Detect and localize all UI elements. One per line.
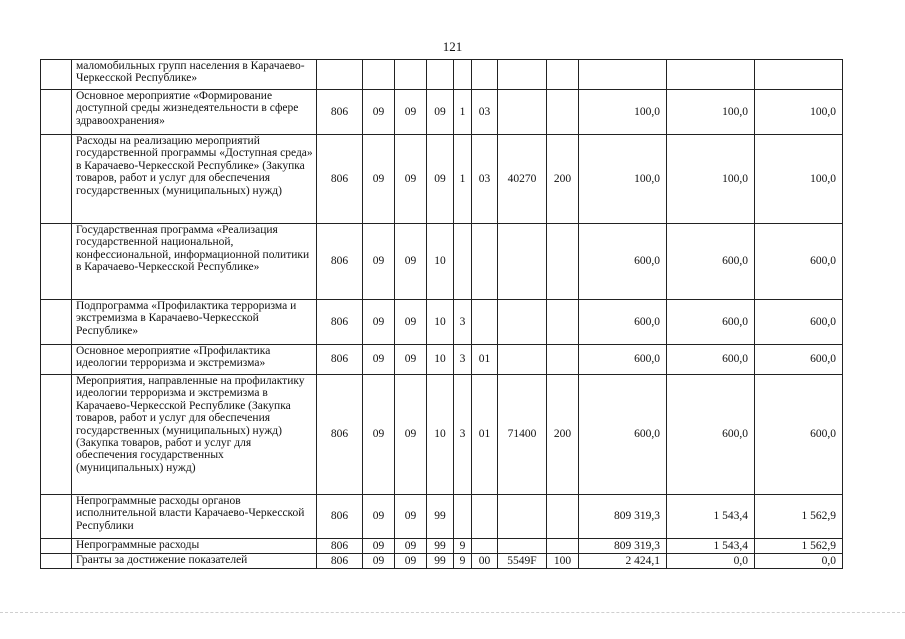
amount-year2-cell: 1 543,4 (667, 539, 755, 554)
expense-type-cell: 100 (547, 554, 579, 569)
subsection-code-cell: 09 (395, 375, 427, 495)
page-bottom-divider (0, 612, 905, 613)
subsection-code-cell (395, 60, 427, 90)
program-code-cell: 09 (427, 90, 454, 135)
table-row (41, 60, 843, 90)
direction-code-cell (498, 60, 547, 90)
amount-year3-cell: 1 562,9 (755, 539, 843, 554)
amount-year3-cell: 600,0 (755, 300, 843, 345)
admin-code-cell: 806 (317, 495, 363, 539)
row-index-cell (41, 135, 72, 224)
event-code-cell (472, 539, 498, 554)
amount-year2-cell: 0,0 (667, 554, 755, 569)
row-index-cell (41, 495, 72, 539)
expense-type-cell (547, 60, 579, 90)
amount-year3-cell: 100,0 (755, 90, 843, 135)
direction-code-cell (498, 345, 547, 375)
direction-code-cell (498, 90, 547, 135)
subprogram-code-cell: 1 (454, 90, 472, 135)
program-code-cell (427, 60, 454, 90)
amount-year1-cell: 2 424,1 (579, 554, 667, 569)
amount-year1-cell: 600,0 (579, 224, 667, 300)
section-code-cell (363, 60, 395, 90)
direction-code-cell (498, 495, 547, 539)
amount-year3-cell: 0,0 (755, 554, 843, 569)
description-cell: Гранты за достижение показателей (72, 554, 317, 569)
amount-year2-cell: 1 543,4 (667, 495, 755, 539)
amount-year3-cell (755, 60, 843, 90)
section-code-cell: 09 (363, 554, 395, 569)
amount-year3-cell: 600,0 (755, 375, 843, 495)
event-code-cell (472, 300, 498, 345)
admin-code-cell: 806 (317, 300, 363, 345)
direction-code-cell: 5549F (498, 554, 547, 569)
section-code-cell: 09 (363, 539, 395, 554)
amount-year2-cell: 600,0 (667, 375, 755, 495)
amount-year1-cell: 600,0 (579, 375, 667, 495)
row-index-cell (41, 345, 72, 375)
amount-year2-cell: 600,0 (667, 224, 755, 300)
amount-year2-cell (667, 60, 755, 90)
admin-code-cell: 806 (317, 539, 363, 554)
expense-type-cell (547, 90, 579, 135)
row-index-cell (41, 300, 72, 345)
amount-year3-cell: 100,0 (755, 135, 843, 224)
section-code-cell: 09 (363, 224, 395, 300)
table-row (41, 539, 843, 554)
budget-table (40, 59, 843, 569)
direction-code-cell: 40270 (498, 135, 547, 224)
admin-code-cell: 806 (317, 345, 363, 375)
admin-code-cell: 806 (317, 554, 363, 569)
subsection-code-cell: 09 (395, 135, 427, 224)
direction-code-cell (498, 300, 547, 345)
expense-type-cell: 200 (547, 135, 579, 224)
description-cell: Государственная программа «Реализация государственной национальной, конфессиональной, информационной политики в Карачаево-Черкесской Республике» (72, 224, 317, 300)
amount-year2-cell: 100,0 (667, 90, 755, 135)
program-code-cell: 09 (427, 135, 454, 224)
subprogram-code-cell (454, 495, 472, 539)
subsection-code-cell: 09 (395, 300, 427, 345)
row-index-cell (41, 375, 72, 495)
description-cell: Непрограммные расходы (72, 539, 317, 554)
description-cell: Основное мероприятие «Профилактика идеологии терроризма и экстремизма» (72, 345, 317, 375)
subprogram-code-cell (454, 224, 472, 300)
expense-type-cell: 200 (547, 375, 579, 495)
amount-year3-cell: 600,0 (755, 224, 843, 300)
row-index-cell (41, 224, 72, 300)
subprogram-code-cell: 3 (454, 375, 472, 495)
admin-code-cell (317, 60, 363, 90)
subprogram-code-cell: 3 (454, 345, 472, 375)
row-index-cell (41, 539, 72, 554)
table-row (41, 375, 843, 495)
program-code-cell: 10 (427, 224, 454, 300)
description-cell: Основное мероприятие «Формирование доступной среды жизнедеятельности в сфере здравоохранения» (72, 90, 317, 135)
program-code-cell: 10 (427, 300, 454, 345)
direction-code-cell (498, 539, 547, 554)
event-code-cell: 03 (472, 135, 498, 224)
subsection-code-cell: 09 (395, 345, 427, 375)
event-code-cell (472, 224, 498, 300)
description-cell: Подпрограмма «Профилактика терроризма и экстремизма в Карачаево-Черкесской Республике» (72, 300, 317, 345)
subsection-code-cell: 09 (395, 554, 427, 569)
subsection-code-cell: 09 (395, 90, 427, 135)
program-code-cell: 99 (427, 539, 454, 554)
amount-year1-cell: 809 319,3 (579, 495, 667, 539)
subprogram-code-cell: 3 (454, 300, 472, 345)
subprogram-code-cell: 9 (454, 554, 472, 569)
table-row (41, 135, 843, 224)
event-code-cell (472, 495, 498, 539)
amount-year1-cell: 100,0 (579, 90, 667, 135)
amount-year1-cell (579, 60, 667, 90)
expense-type-cell (547, 495, 579, 539)
description-cell: Расходы на реализацию мероприятий государственной программы «Доступная среда» в Карачаево-Черкесской Республике» (Закупка товаров, работ и услуг для обеспечения государственных (муниципальных) нужд) (72, 135, 317, 224)
amount-year1-cell: 600,0 (579, 300, 667, 345)
table-row (41, 224, 843, 300)
amount-year1-cell: 100,0 (579, 135, 667, 224)
section-code-cell: 09 (363, 300, 395, 345)
program-code-cell: 99 (427, 554, 454, 569)
section-code-cell: 09 (363, 495, 395, 539)
section-code-cell: 09 (363, 135, 395, 224)
amount-year1-cell: 600,0 (579, 345, 667, 375)
expense-type-cell (547, 345, 579, 375)
row-index-cell (41, 554, 72, 569)
amount-year3-cell: 1 562,9 (755, 495, 843, 539)
section-code-cell: 09 (363, 375, 395, 495)
subprogram-code-cell: 1 (454, 135, 472, 224)
subprogram-code-cell: 9 (454, 539, 472, 554)
table-row (41, 90, 843, 135)
amount-year2-cell: 600,0 (667, 300, 755, 345)
page-number: 121 (442, 39, 463, 54)
direction-code-cell: 71400 (498, 375, 547, 495)
admin-code-cell: 806 (317, 135, 363, 224)
direction-code-cell (498, 224, 547, 300)
subsection-code-cell: 09 (395, 539, 427, 554)
amount-year2-cell: 100,0 (667, 135, 755, 224)
expense-type-cell (547, 539, 579, 554)
amount-year3-cell: 600,0 (755, 345, 843, 375)
admin-code-cell: 806 (317, 224, 363, 300)
admin-code-cell: 806 (317, 375, 363, 495)
event-code-cell: 00 (472, 554, 498, 569)
amount-year2-cell: 600,0 (667, 345, 755, 375)
row-index-cell (41, 90, 72, 135)
subsection-code-cell: 09 (395, 495, 427, 539)
event-code-cell: 03 (472, 90, 498, 135)
event-code-cell (472, 60, 498, 90)
table-row (41, 495, 843, 539)
table-row (41, 300, 843, 345)
subsection-code-cell: 09 (395, 224, 427, 300)
description-cell: маломобильных групп населения в Карачаево-Черкесской Республике» (72, 60, 317, 90)
event-code-cell: 01 (472, 345, 498, 375)
program-code-cell: 10 (427, 375, 454, 495)
section-code-cell: 09 (363, 90, 395, 135)
event-code-cell: 01 (472, 375, 498, 495)
table-row (41, 345, 843, 375)
admin-code-cell: 806 (317, 90, 363, 135)
expense-type-cell (547, 300, 579, 345)
table-row (41, 554, 843, 569)
program-code-cell: 99 (427, 495, 454, 539)
expense-type-cell (547, 224, 579, 300)
description-cell: Непрограммные расходы органов исполнительной власти Карачаево-Черкесской Республики (72, 495, 317, 539)
program-code-cell: 10 (427, 345, 454, 375)
amount-year1-cell: 809 319,3 (579, 539, 667, 554)
subprogram-code-cell (454, 60, 472, 90)
description-cell: Мероприятия, направленные на профилактику идеологии терроризма и экстремизма в Карачаево-Черкесской Республике (Закупка товаров, работ и услуг для обеспечения государственных (муниципальных) нужд) (Закупка товаров, работ и услуг для обеспечения государственных (муниципальных) нужд) (72, 375, 317, 495)
row-index-cell (41, 60, 72, 90)
section-code-cell: 09 (363, 345, 395, 375)
